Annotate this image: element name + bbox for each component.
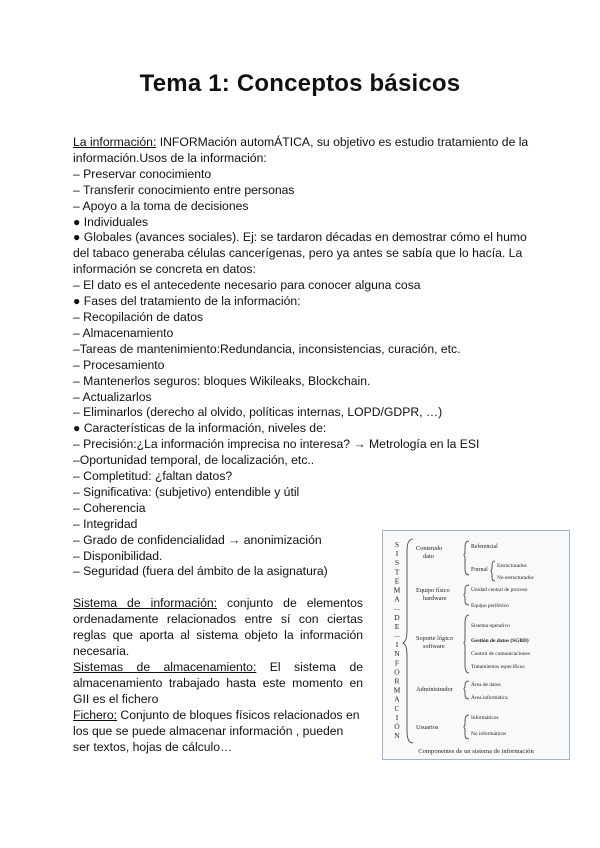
info-intro-line2: información.Usos de la información: (73, 150, 267, 165)
diagram-vertical-letter: S (394, 540, 400, 549)
diagram-vertical-letter: E (394, 576, 400, 586)
diagram-item: Área de datos (471, 682, 501, 688)
diagram-group-label: hardware (423, 595, 447, 602)
body-line: – Coherencia (73, 500, 146, 515)
diagram-item: Gestión de datos (SGBD) (471, 638, 529, 644)
diagram-item: Formal (471, 567, 488, 573)
diagram-item: Sistema operativo (471, 623, 510, 629)
body-line: – Grado de confidencialidad → anonimización (73, 532, 322, 547)
diagram-group-label: Contenido (416, 545, 443, 552)
diagram-item: Tratamientos específicos (471, 664, 525, 670)
diagram-vertical-letter: F (394, 658, 400, 668)
fichero-def: Conjunto de bloques físicos relacionados en los que se puede almacenar información , pueden ser textos, hojas de cálculo… (73, 707, 360, 754)
body-line: – Integridad (73, 516, 138, 531)
body-line: – Seguridad (fuera del ámbito de la asignatura) (73, 564, 328, 579)
diagram-item: Equipo periférico (471, 603, 509, 609)
diagram-group-label: Equipo físico (416, 587, 450, 594)
body-line: – Preservar conocimiento (73, 166, 212, 181)
diagram-item: No estructurados (497, 575, 534, 581)
body-line: – Precisión:¿La información imprecisa no interesa? → Metrología en la ESI (73, 437, 480, 452)
info-intro-text: INFORMación automÁTICA, su objetivo es estudio tratamiento de la (156, 135, 529, 149)
diagram-group-label: dato (423, 553, 434, 560)
diagram-vertical-letter: I (395, 712, 399, 722)
body-line: – Recopilación de datos (73, 309, 204, 324)
diagram-vertical-letter: M (393, 585, 401, 595)
bullet-list (73, 167, 529, 581)
diagram-main-brace (403, 539, 413, 743)
body-line: –Tareas de mantenimiento:Redundancia, inconsistencias, curación, etc. (73, 341, 461, 356)
diagram-brace-usuarios (464, 715, 469, 739)
diagram-vertical-letter: T (394, 567, 400, 577)
diagram-brace-software (464, 615, 469, 673)
body-line: – Significativa: (subjetivo) entendible y útil (73, 484, 300, 499)
diagram-vertical-letter: N (394, 649, 400, 659)
fichero-paragraph (73, 708, 363, 756)
sistemas-almacenamiento-paragraph (73, 660, 363, 708)
diagram-item: Unidad central de proceso (471, 587, 528, 593)
body-line: –Oportunidad temporal, de localización, etc.. (73, 453, 315, 468)
body-line: – Disponibilidad. (73, 548, 163, 563)
sistema-informacion-paragraph (73, 596, 363, 660)
body-line: información se concreta en datos: (73, 262, 256, 277)
diagram-vertical-separator: — (394, 634, 400, 640)
body-line: – El dato es el antecedente necesario para conocer alguna cosa (73, 278, 421, 293)
diagram-vertical-letter: R (394, 676, 400, 686)
diagram-item: No informáticos (471, 731, 507, 737)
diagram-group-label: Usuarios (416, 724, 439, 731)
diagram-brace-contenido (464, 541, 469, 575)
diagram-vertical-letter: I (395, 549, 399, 559)
body-line: – Procesamiento (73, 357, 165, 372)
sistema-informacion-def: conjunto de elementos ordenadamente relacionados entre sí con ciertas reglas que aporta al sistema objeto la información necesaria. (73, 596, 363, 659)
diagram-caption: Componentes de un sistema de información (418, 748, 534, 755)
diagram-vertical-separator: — (394, 606, 400, 613)
diagram-vertical-letter: S (394, 558, 400, 568)
diagram-item: Área informática (471, 695, 508, 701)
diagram-vertical-letter: O (394, 667, 400, 677)
diagram-item: Control de comunicaciones (471, 651, 530, 657)
body-line: – Mantenerlos seguros: bloques Wikileaks, Blockchain. (73, 373, 371, 388)
info-intro (73, 135, 529, 151)
diagram-group-label: Soporte lógico (416, 635, 453, 642)
body-line: – Almacenamiento (73, 325, 174, 340)
diagram-vertical-letter: M (393, 685, 401, 695)
diagram-group-label: software (423, 643, 445, 650)
info-heading: La información: (73, 135, 157, 149)
body-line: ● Fases del tratamiento de la información: (73, 294, 301, 309)
body-line: – Transferir conocimiento entre personas (73, 182, 295, 197)
diagram-vertical-letter: Ó (394, 722, 400, 731)
diagram-brace-formal (491, 561, 495, 581)
diagram-brace-hardware (464, 585, 469, 605)
diagram-group-label: Administrador (416, 686, 453, 693)
diagram-vertical-letter: D (394, 612, 400, 622)
diagram-item: Referencial (471, 544, 498, 550)
diagram-vertical-letter: C (394, 703, 400, 713)
body-line: ● Individuales (73, 214, 149, 229)
body-line: – Completitud: ¿faltan datos? (73, 469, 233, 484)
diagram-vertical-letter: A (394, 694, 400, 704)
body-line: – Apoyo a la toma de decisiones (73, 198, 249, 213)
body-line: ● Características de la información, niveles de: (73, 421, 327, 436)
body-line: del tabaco generaba células cancerígenas, pero ya antes se sabía que lo hacía. La (73, 246, 523, 261)
diagram-brace-admin (464, 681, 469, 699)
body-line: – Actualizarlos (73, 389, 152, 404)
diagram-vertical-letter: A (394, 594, 400, 604)
components-diagram (382, 530, 570, 760)
sistema-informacion-term: Sistema de información: (73, 596, 218, 611)
diagram-item: Estructurados (497, 563, 527, 569)
sistemas-almacenamiento-def: El sistema de almacenamiento trabajado hasta este momento en GII es el fichero (73, 660, 363, 706)
body-line: – Eliminarlos (derecho al olvido, políticas internas, LOPD/GDPR, …) (73, 405, 443, 420)
diagram-vertical-letter: N (394, 731, 400, 741)
sistemas-almacenamiento-term: Sistemas de almacenamiento: (73, 660, 257, 674)
body-line: ● Globales (avances sociales). Ej: se tardaron décadas en demostrar cómo el humo (73, 230, 527, 245)
diagram-item: Informáticos (471, 715, 499, 721)
page-title: Tema 1: Conceptos básicos (139, 70, 461, 97)
diagram-vertical-letter: I (395, 640, 399, 650)
diagram-vertical-letter: E (394, 621, 400, 631)
fichero-term: Fichero: (73, 707, 118, 722)
components-diagram-svg (383, 531, 569, 759)
